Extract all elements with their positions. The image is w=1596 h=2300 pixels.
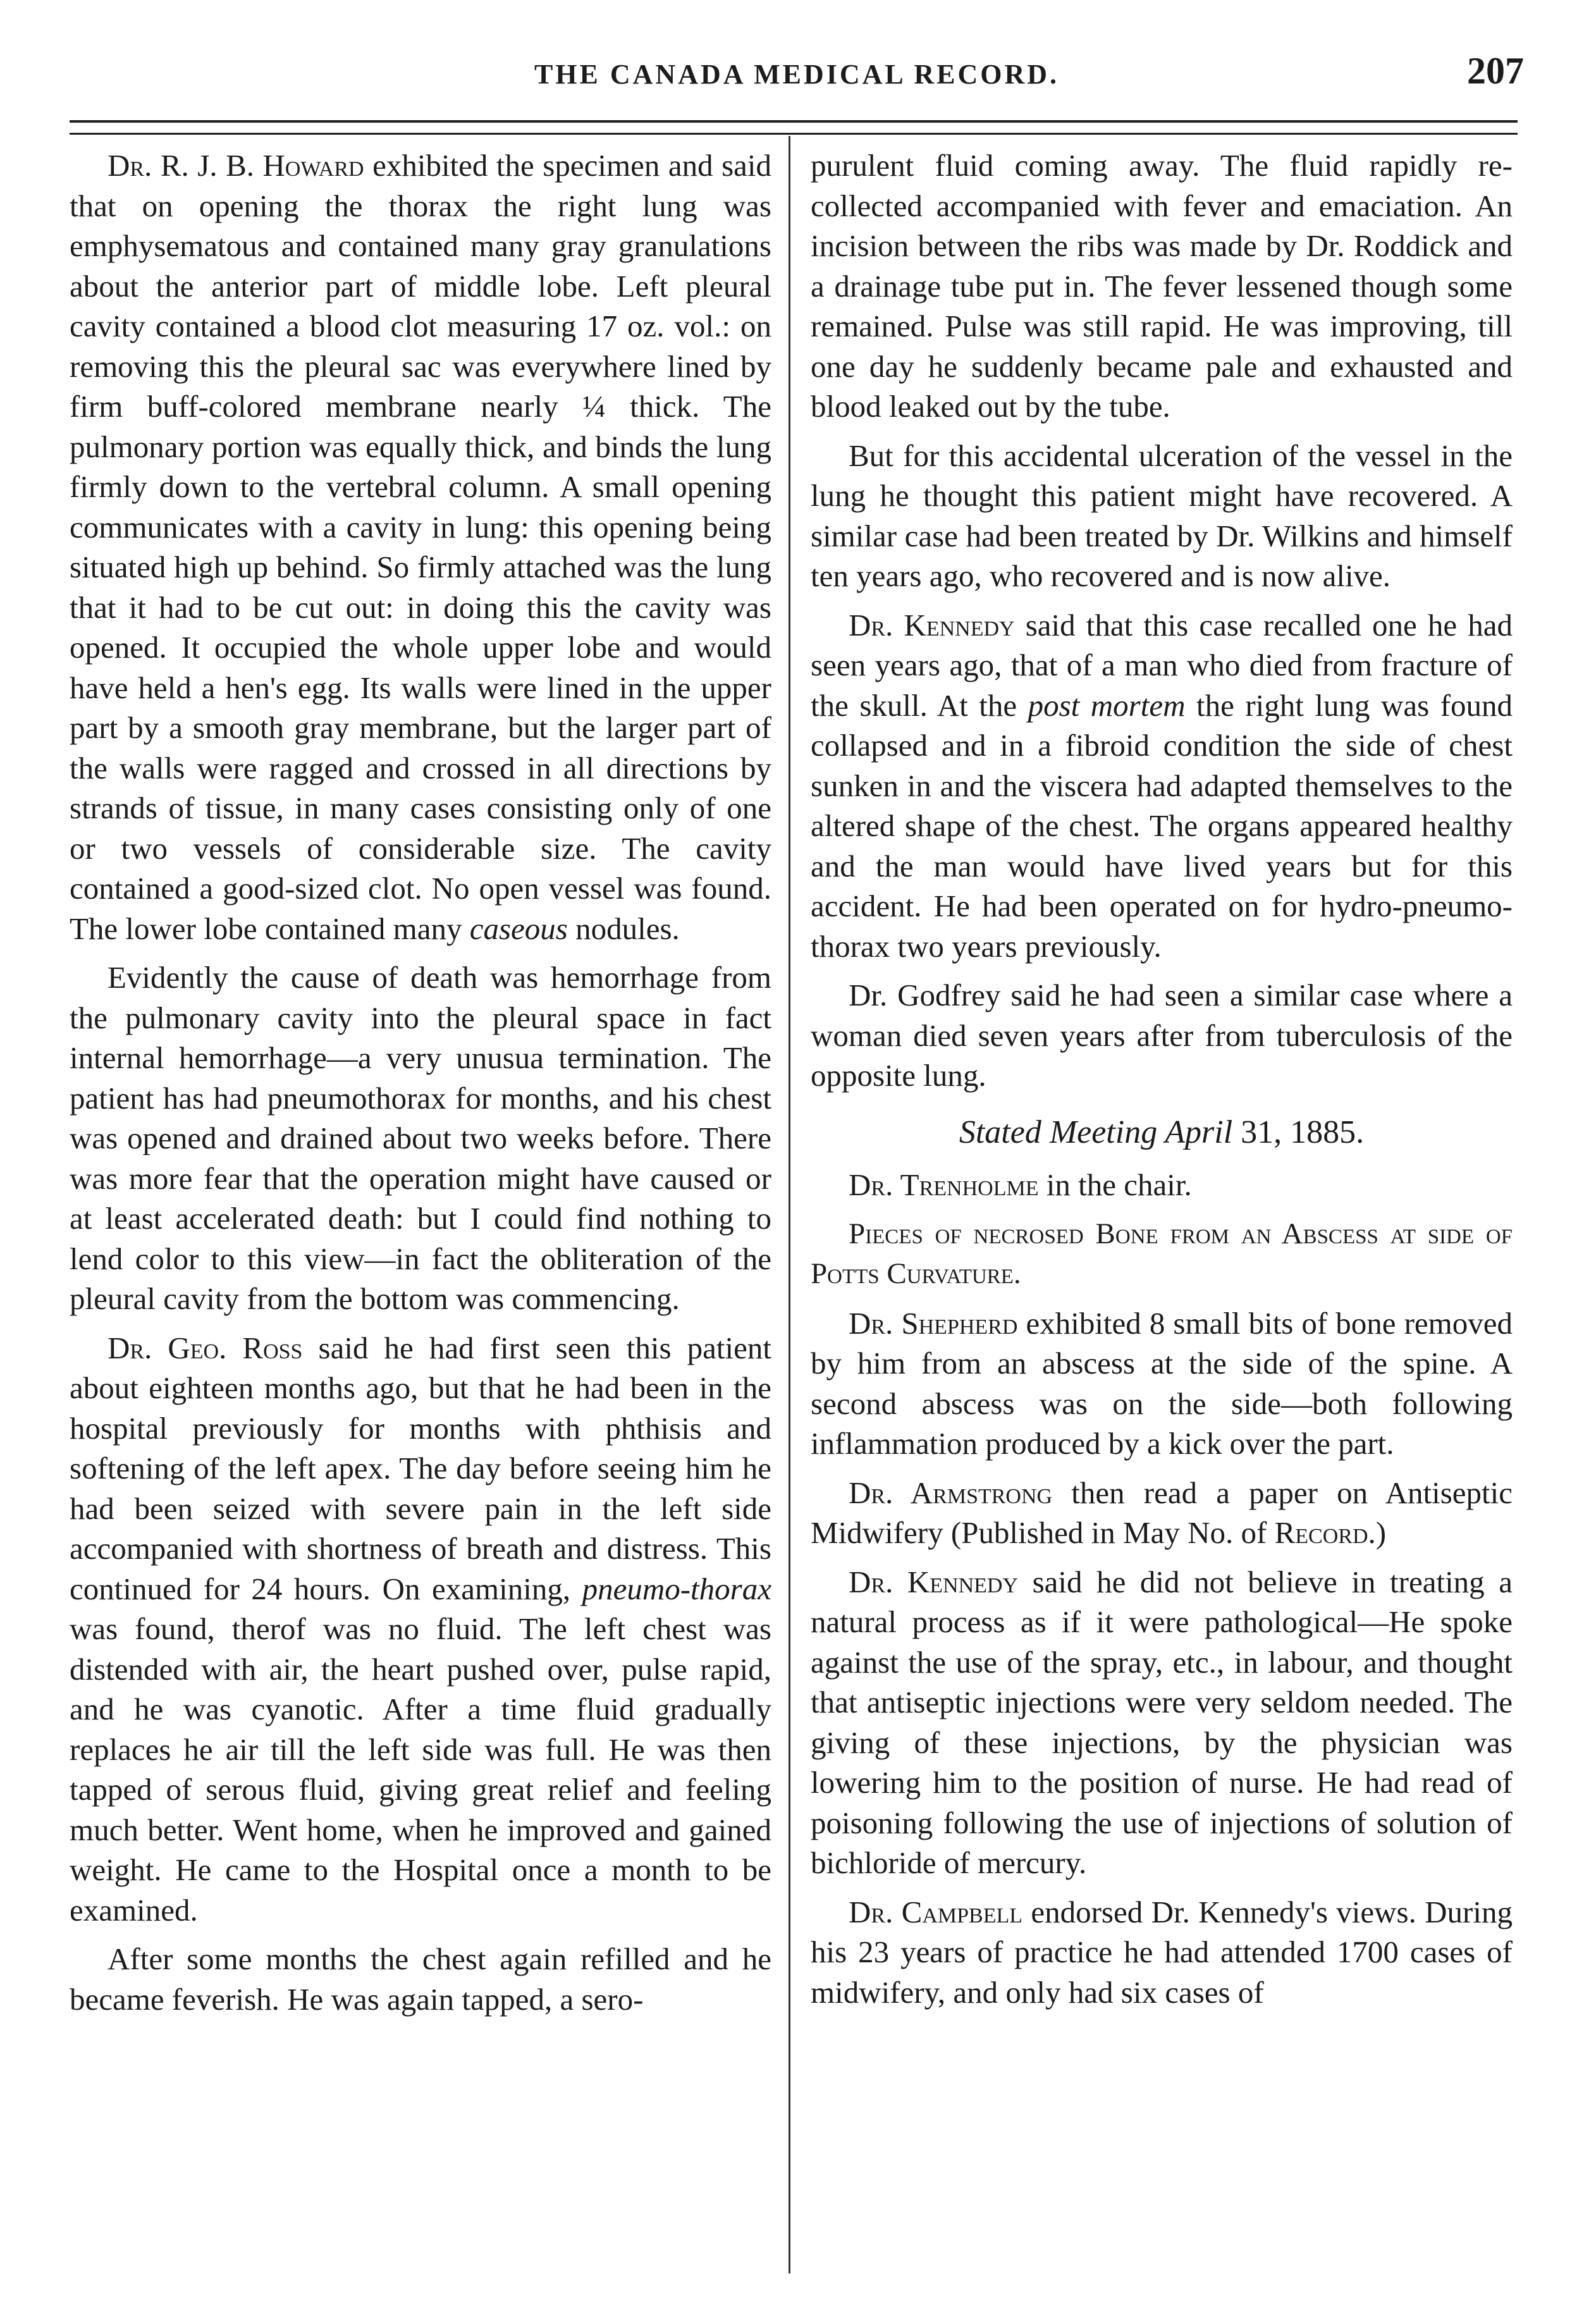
italic-term: pneumo-thorax <box>582 1571 771 1606</box>
paragraph-text-continued: was found, therof was no fluid. The left chest was distended with air, the heart pushed over, pulse rapid, and he was cyanotic. After a time fluid gradually replaces he air till the left side was full. He was then tapped of serous fluid, giving great relief and feeling much better. Went home, when he improved and gained weight. He came to the Hospital once a month to be examined. <box>70 1611 771 1928</box>
paragraph-text: Evidently the cause of death was hemorrhage from the pulmonary cavity into the pleural space in fact internal hemorrhage—a very unusua termination. The patient has had pneumothorax for months, and his chest was opened and drained about two weeks before. There was more fear that the operation might have caused or at least accelerated death: but I could find nothing to lend color to this view—in fact the obliteration of the pleural cavity from the bottom was commencing. <box>70 960 771 1316</box>
meeting-heading <box>811 1112 1513 1153</box>
paragraph-text: endorsed Dr. Kennedy's views. During his 23 years of practice he had attended 1700 cases of midwifery, and only had six cases of <box>811 1894 1513 2010</box>
paragraph-text: After some months the chest again refilled and he became feverish. He was again tapped, a sero- <box>70 1941 771 2017</box>
right-column <box>811 145 1513 2021</box>
page-number: 207 <box>1467 50 1524 92</box>
paragraph-howard-specimen <box>70 145 771 949</box>
paragraph-text: said he had first seen this patient about eighteen months ago, but that he had been in the hospital previously for months with phthisis and softening of the left apex. The day before seeing him he had been seized with severe pain in the left side accompanied with shortness of breath and distress. This continued for 24 hours. On examining, <box>70 1330 772 1606</box>
paragraph-ross-remarks <box>70 1328 771 1931</box>
paragraph-text: exhibited 8 small bits of bone removed by him from an abscess at the side of the spine. A second abscess was on the side—both following inflammation produced by a kick over the part. <box>811 1305 1513 1461</box>
meeting-heading-date: 31, 1885. <box>1241 1114 1365 1150</box>
paragraph-purulent-fluid <box>811 145 1513 427</box>
italic-term: post mortem <box>1028 687 1186 723</box>
closing-parenthesis: ) <box>1375 1515 1387 1550</box>
paragraph-campbell-views <box>811 1892 1513 2013</box>
speaker-name: Dr. Armstrong <box>849 1475 1053 1510</box>
paragraph-armstrong-paper <box>811 1473 1513 1553</box>
paragraph-text: exhibited the specimen and said that on opening the thorax the right lung was emphysematous and contained many gray granulations about the anterior part of middle lobe. Left pleural cavity contained a blood clot measuring 17 oz. vol.: on removing this the pleural sac was everywhere lined by firm buff-colored membrane nearly ¼ thick. The pulmonary portion was equally thick, and binds the lung firmly down to the vertebral column. A small opening communicates with a cavity in lung: this opening being situated high up behind. So firmly attached was the lung that it had to be cut out: in doing this the cavity was opened. It occupied the whole upper lobe and would have held a hen's egg. Its walls were lined in the upper part by a smooth gray membrane, but the larger part of the walls were ragged and crossed in all directions by strands of tissue, in many cases consisting only of one or two vessels of considerable size. The cavity contained a good-sized clot. No open vessel was found. The lower lobe contained many <box>70 148 772 946</box>
paragraph-text: then read a paper on Antiseptic Midwifery (Published in May No. of <box>811 1475 1513 1550</box>
speaker-name: Dr. Shepherd <box>849 1305 1018 1341</box>
column-divider <box>789 136 790 2273</box>
paragraph-godfrey-case <box>811 975 1513 1096</box>
paragraph-cause-of-death <box>70 957 771 1319</box>
left-column <box>70 145 771 2028</box>
paragraph-text: Dr. Godfrey said he had seen a similar case where a woman died seven years after from tuberculosis of the opposite lung. <box>811 978 1513 1093</box>
paragraph-text: said that this case recalled one he had seen years ago, that of a man who died from fracture of the skull. At the <box>811 607 1513 723</box>
journal-title: THE CANADA MEDICAL RECORD. <box>534 59 1060 90</box>
speaker-name: Dr. Kennedy <box>849 607 1015 643</box>
paragraph-accidental-ulceration <box>811 436 1513 596</box>
paragraph-chest-refilled <box>70 1939 771 2019</box>
speaker-name: Dr. Geo. Ross <box>107 1330 303 1365</box>
paragraph-text-continued: the right lung was found collapsed and in a fibroid condition the side of chest sunken in and the viscera had adapted themselves to the altered shape of the chest. The organs appeared healthy and the man would have lived years but for this accident. He had been operated on for hydro-pneumo-thorax two years previously. <box>811 687 1513 964</box>
running-head <box>70 46 1524 115</box>
speaker-name: Dr. Kennedy <box>849 1564 1019 1599</box>
paragraph-kennedy-case <box>811 605 1513 967</box>
header-rule-bottom <box>70 133 1518 135</box>
speaker-name: Dr. Campbell <box>849 1894 1023 1929</box>
paragraph-text: said he did not believe in treating a natural process as if it were pathological—He spoke against the use of the spray, etc., in labour, and thought that antiseptic injections were very seldom needed. The giving of these injections, by the physician was lowering him to the position of nurse. He had read of poisoning following the use of injections of solution of bichloride of mercury. <box>811 1564 1513 1880</box>
italic-term: caseous <box>469 911 568 946</box>
journal-reference: Record. <box>1274 1515 1376 1550</box>
chair-name: Dr. Trenholme <box>849 1167 1039 1202</box>
paragraph-kennedy-midwifery <box>811 1562 1513 1883</box>
paragraph-text: purulent fluid coming away. The fluid rapidly re-collected accompanied with fever and emaciation. An incision between the ribs was made by Dr. Roddick and a drainage tube put in. The fever lessened though some remained. Pulse was still rapid. He was improving, till one day he suddenly became pale and exhausted and blood leaked out by the tube. <box>811 148 1513 424</box>
header-rule-top <box>70 120 1518 123</box>
paragraph-tail: nodules. <box>575 911 680 946</box>
paragraph-shepherd-bone <box>811 1303 1513 1464</box>
paragraph-text: But for this accidental ulceration of the vessel in the lung he thought this patient might have recovered. A similar case had been treated by Dr. Wilkins and himself ten years ago, who recovered and is now alive. <box>811 438 1513 593</box>
speaker-name: Dr. R. J. B. Howard <box>107 148 364 183</box>
section-heading-text: Pieces of necrosed Bone from an Abscess at side of Potts Curvature. <box>811 1217 1513 1290</box>
meeting-heading-label: Stated Meeting April <box>959 1114 1233 1150</box>
section-heading <box>811 1214 1513 1295</box>
paragraph-chair <box>811 1165 1513 1205</box>
paragraph-text: in the chair. <box>1046 1167 1192 1202</box>
